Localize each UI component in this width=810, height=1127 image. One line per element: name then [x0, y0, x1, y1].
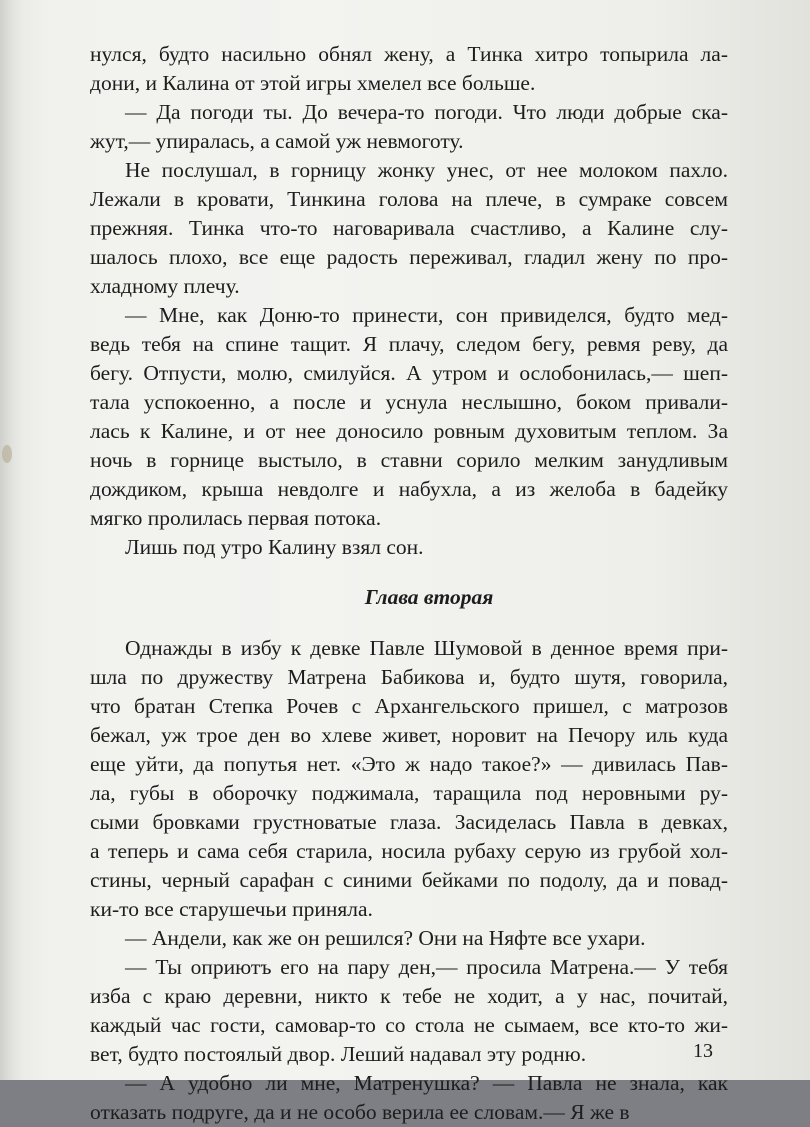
text-line: мягко пролилась первая потока.	[90, 506, 382, 530]
paragraph	[90, 40, 728, 98]
paragraph	[90, 533, 728, 562]
text-line: дони, и Калина от этой игры хмелел все больше.	[90, 71, 536, 95]
text-line: хладному плечу.	[90, 274, 240, 298]
text-line: дождиком, крыша невдолге и набухла, а из желоба в бадейку	[90, 477, 728, 501]
text-line: шла по дружеству Матрена Бабикова и, будто шутя, говорила,	[90, 665, 728, 689]
text-line: — А удобно ли мне, Матренушка? — Павла не знала, как	[125, 1071, 728, 1095]
text-line: — Ты оприютъ его на пару ден,— просила Матрена.— У тебя	[125, 955, 728, 979]
chapter-heading: Глава вторая	[364, 585, 494, 609]
paragraph	[90, 1069, 728, 1127]
text-line: тала успокоенно, а после и уснула неслышно, боком привали-	[90, 390, 728, 414]
text-line: отказать подруге, да и не особо верила ее словам.— Я же в	[90, 1100, 630, 1124]
paragraph	[90, 301, 728, 533]
text-line: жут,— упиралась, а самой уж невмоготу.	[90, 129, 464, 153]
text-line: Однажды в избу к девке Павле Шумовой в денное время при-	[125, 636, 728, 660]
text-line: — Да погоди ты. До вечера-то погоди. Что люди добрые ска-	[125, 100, 728, 124]
text-line: а теперь и сама себя старила, носила рубаху серую из грубой хол-	[90, 839, 728, 863]
text-after-heading	[90, 634, 728, 1127]
text-line: Лежали в кровати, Тинкина голова на плече, в сумраке совсем	[90, 187, 728, 211]
paragraph	[90, 98, 728, 156]
text-line: — Андели, как же он решился? Они на Няфте все ухари.	[125, 926, 646, 950]
text-line: что братан Степка Рочев с Архангельского пришел, с матрозов	[90, 694, 728, 718]
paragraph	[90, 634, 728, 924]
text-line: прежняя. Тинка что-то наговаривала счастливо, а Калине слу-	[90, 216, 728, 240]
text-line: вет, будто постоялый двор. Леший надавал эту родню.	[90, 1042, 587, 1066]
text-line: нулся, будто насильно обнял жену, а Тинка хитро топырила ла-	[90, 42, 728, 66]
text-line: сыми бровками грустноватые глаза. Засиделась Павла в девках,	[90, 810, 728, 834]
text-line: изба с краю деревни, никто к тебе не ходит, а у нас, почитай,	[90, 984, 728, 1008]
text-line: еще уйти, да попутья нет. «Это ж надо такое?» — дивилась Пав-	[90, 752, 728, 776]
text-before-heading	[90, 40, 728, 562]
text-line: каждый час гости, самовар-то со стола не сымаем, все кто-то жи-	[90, 1013, 728, 1037]
text-line: Не послушал, в горницу жонку унес, от нее молоком пахло.	[125, 158, 728, 182]
paragraph	[90, 953, 728, 1069]
text-line: Лишь под утро Калину взял сон.	[125, 535, 424, 559]
text-line: ки-то все старушечьи приняла.	[90, 897, 373, 921]
paragraph	[90, 924, 728, 953]
text-line: ла, губы в оборочку поджимала, таращила под неровными ру-	[90, 781, 728, 805]
text-line: ведь тебя на спине тащит. Я плачу, следом бегу, ревмя реву, да	[90, 332, 728, 356]
text-line: лась к Калине, и от нее доносило ровным духовитым теплом. За	[90, 419, 728, 443]
text-line: шалось плохо, все еще радость переживал, гладил жену по про-	[90, 245, 728, 269]
text-line: бежал, уж трое ден во хлеве живет, норовит на Печору иль куда	[90, 723, 728, 747]
text-line: ночь в горнице выстыло, в ставни сорило мелким занудливым	[90, 448, 728, 472]
page-left-edge	[0, 0, 22, 1080]
text-line: — Мне, как Доню-то принести, сон привиделся, будто мед-	[125, 303, 728, 327]
text-line: бегу. Отпусти, молю, смилуйся. А утром и ослобонилась,— шеп-	[90, 361, 728, 385]
paper-stain	[2, 445, 12, 463]
paragraph	[90, 156, 728, 301]
page-number: 13	[693, 1040, 713, 1062]
page-body-text	[90, 40, 728, 1127]
text-line: стины, черный сарафан с синими бейками по подолу, да и повад-	[90, 868, 728, 892]
